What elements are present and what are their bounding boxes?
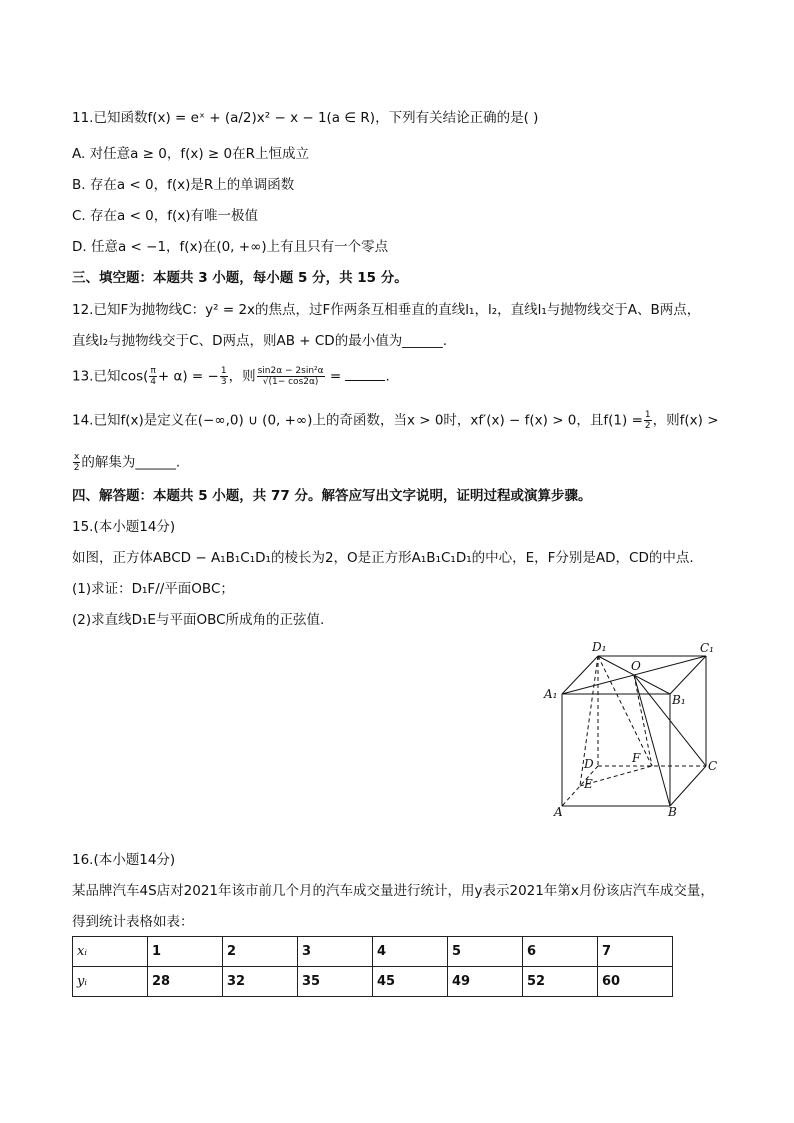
q13-then: ，则 [228,368,256,385]
label-b: B [668,805,677,819]
q14-frac1 [644,410,652,431]
label-d1: D₁ [592,640,607,654]
q13-frac2 [220,366,228,387]
q16-line1: 某品牌汽车4S店对2021年该市前几个月的汽车成交量进行统计，用y表示2021年第x月份该店汽车成交量， [72,883,714,899]
q13 [72,366,390,387]
q12-line1: 12.已知F为抛物线C：y² = 2x的焦点，过F作两条互相垂直的直线l₁，l₂，直线l₁与抛物线交于A、B两点， [72,302,701,318]
table-cell: 28 [148,967,223,997]
table-cell: 52 [523,967,598,997]
label-o: O [631,659,641,673]
q14-line2 [72,452,180,473]
table-row-y [73,967,673,997]
label-a1: A₁ [544,687,558,701]
label-e: E [584,777,593,791]
q11-option-d: D. 任意a < −1，f(x)在(0, +∞)上有且只有一个零点 [72,239,389,255]
table-cell: 1 [148,937,223,967]
q14-frac1-den: 2 [644,421,651,431]
table-cell: 4 [373,937,448,967]
table-cell: 3 [298,937,373,967]
q15-title: 15.(本小题14分) [72,519,176,535]
q14-line2-text: 的解集为______. [81,454,181,471]
label-d: D [584,757,594,771]
cube-figure [540,636,730,826]
q11-option-c: C. 存在a < 0，f(x)有唯一极值 [72,208,259,224]
q11-stem: 11.已知函数f(x) = eˣ + (a/2)x² − x − 1(a ∈ R)，下列有关结论正确的是( ) [72,110,539,126]
table-cell: 6 [523,937,598,967]
q13-frac2-num: 1 [220,366,227,376]
q13-equals: = [325,368,346,385]
q13-frac3 [257,366,325,387]
table-cell: 7 [598,937,673,967]
table-cell: 35 [298,967,373,997]
table-cell: 32 [223,967,298,997]
q13-mid: + α) = − [157,368,219,385]
label-a: A [554,805,563,819]
q15-part2: (2)求直线D₁E与平面OBC所成角的正弦值. [72,612,325,628]
q14-frac1-num: 1 [644,410,651,420]
section4-heading: 四、解答题：本题共 5 小题，共 77 分。解答应写出文字说明，证明过程或演算步骤。 [72,488,592,504]
q13-frac3-den: √(1− cos2α) [262,377,319,387]
table-header-y: yᵢ [73,967,148,997]
q11-option-a: A. 对任意a ≥ 0，f(x) ≥ 0在R上恒成立 [72,146,309,162]
q14-frac2-den: 2 [73,463,80,473]
table-cell: 2 [223,937,298,967]
q14-frac2 [73,452,80,473]
q13-suffix: . [385,368,390,385]
section3-heading: 三、填空题：本题共 3 小题，每小题 5 分，共 15 分。 [72,270,408,286]
q13-frac1-den: 4 [150,377,157,387]
label-b1: B₁ [672,693,686,707]
table-cell: 60 [598,967,673,997]
label-f: F [632,751,641,765]
stats-table [72,936,673,997]
q13-prefix: 13.已知cos( [72,368,149,385]
label-c1: C₁ [700,641,714,655]
q14-line1 [72,410,719,431]
table-header-x: xᵢ [73,937,148,967]
q13-frac3-num: sin2α − 2sin²α [257,366,324,376]
q13-frac2-den: 3 [220,377,227,387]
q15-stem: 如图，正方体ABCD − A₁B₁C₁D₁的棱长为2，O是正方形A₁B₁C₁D₁的中心，E，F分别是AD，CD的中点. [72,550,694,566]
table-cell: 49 [448,967,523,997]
q15-part1: (1)求证：D₁F//平面OBC； [72,581,234,597]
q12-line2: 直线l₂与抛物线交于C、D两点，则AB + CD的最小值为______. [72,333,447,349]
q13-answer-blank [345,368,385,381]
q13-frac1 [149,366,156,387]
q14-frac2-num: x [74,452,80,462]
label-c: C [708,759,718,773]
table-row-x [73,937,673,967]
q13-frac1-num: π [150,366,156,376]
q11-option-b: B. 存在a < 0，f(x)是R上的单调函数 [72,177,295,193]
q14-line1b: ，则f(x) > [652,412,719,429]
q16-line2: 得到统计表格如表： [72,914,194,930]
table-cell: 5 [448,937,523,967]
q16-title: 16.(本小题14分) [72,852,176,868]
table-cell: 45 [373,967,448,997]
q14-line1a: 14.已知f(x)是定义在(−∞,0) ∪ (0, +∞)上的奇函数，当x > 0时，xf′(x) − f(x) > 0，且f(1) = [72,412,643,429]
